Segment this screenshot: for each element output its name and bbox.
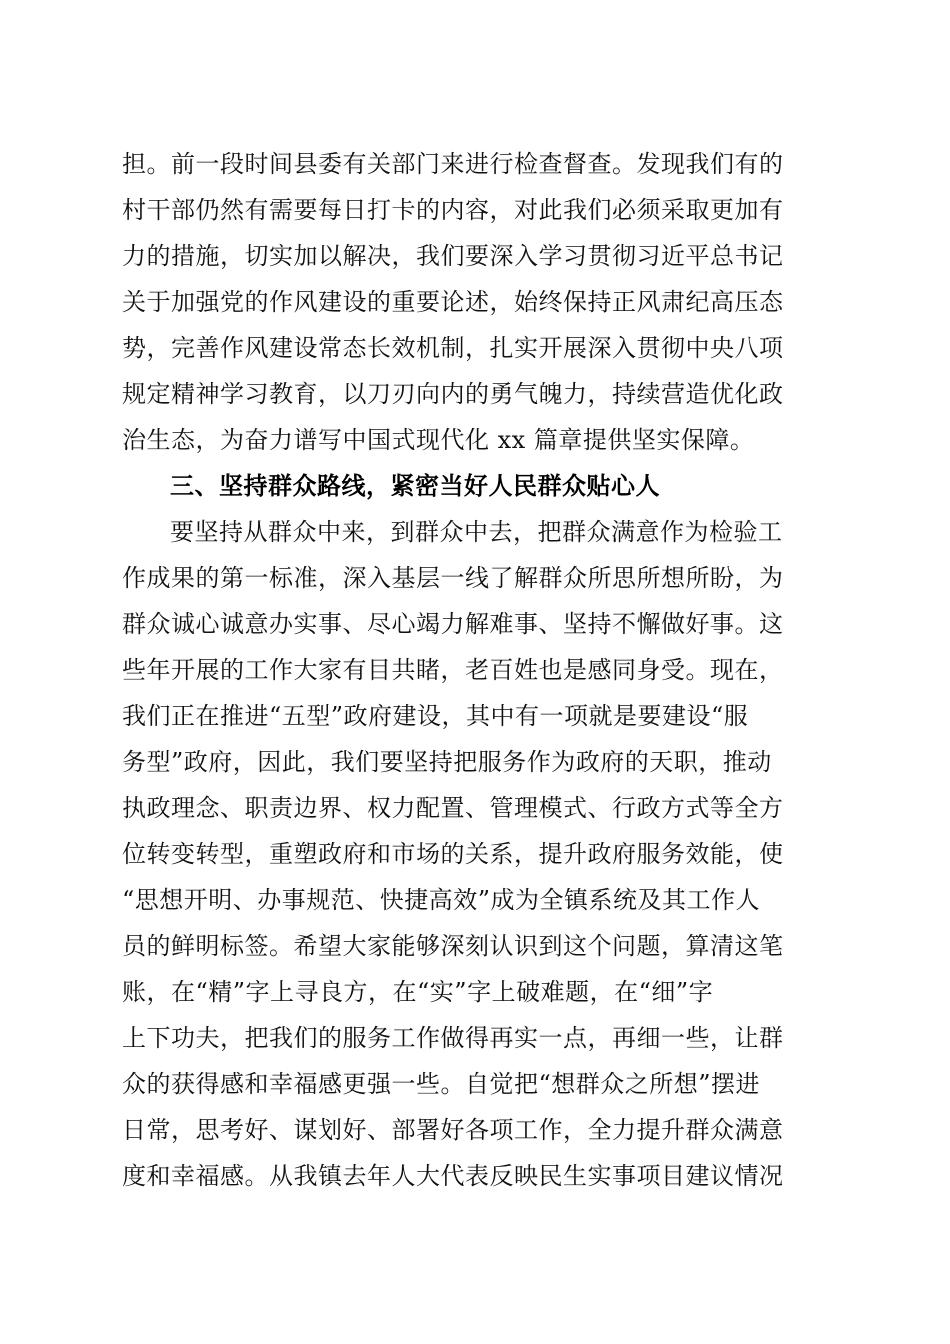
- paragraph-line: 治生态，为奋力谱写中国式现代化 xx 篇章提供坚实保障。: [122, 426, 755, 454]
- paragraph-line: 作成果的第一标准，深入基层一线了解群众所思所想所盼，为: [122, 564, 784, 592]
- section-heading: 三、坚持群众路线，紧密当好人民群众贴心人: [170, 472, 660, 500]
- paragraph-line: 众的获得感和幸福感更强一些。自觉把“想群众之所想”摆进: [122, 1070, 761, 1098]
- paragraph-line: 员的鲜明标签。希望大家能够深刻认识到这个问题，算清这笔: [122, 932, 784, 960]
- paragraph-line: “思想开明、办事规范、快捷高效”成为全镇系统及其工作人: [122, 886, 761, 914]
- paragraph-line: 执政理念、职责边界、权力配置、管理模式、行政方式等全方: [122, 794, 784, 822]
- paragraph-line: 些年开展的工作大家有目共睹，老百姓也是感同身受。现在，: [122, 656, 784, 684]
- paragraph-line: 上下功夫，把我们的服务工作做得再实一点，再细一些，让群: [122, 1024, 784, 1052]
- paragraph-line: 关于加强党的作风建设的重要论述，始终保持正风肃纪高压态: [122, 288, 784, 316]
- paragraph-line: 群众诚心诚意办实事、尽心竭力解难事、坚持不懈做好事。这: [122, 610, 784, 638]
- paragraph-line: 村干部仍然有需要每日打卡的内容，对此我们必须采取更加有: [122, 196, 784, 224]
- paragraph-line: 要坚持从群众中来，到群众中去，把群众满意作为检验工: [170, 518, 783, 546]
- paragraph-line: 账，在“精”字上寻良方，在“实”字上破难题，在“细”字: [122, 978, 714, 1006]
- paragraph-line: 担。前一段时间县委有关部门来进行检查督查。发现我们有的: [122, 150, 784, 178]
- paragraph-line: 我们正在推进“五型”政府建设，其中有一项就是要建设“服: [122, 702, 749, 730]
- paragraph-line: 势，完善作风建设常态长效机制，扎实开展深入贯彻中央八项: [122, 334, 784, 362]
- paragraph-line: 务型”政府，因此，我们要坚持把服务作为政府的天职，推动: [122, 748, 772, 776]
- paragraph-line: 位转变转型，重塑政府和市场的关系，提升政府服务效能，使: [122, 840, 784, 868]
- paragraph-line: 力的措施，切实加以解决，我们要深入学习贯彻习近平总书记: [122, 242, 784, 270]
- paragraph-line: 规定精神学习教育，以刀刃向内的勇气魄力，持续营造优化政: [122, 380, 784, 408]
- paragraph-line: 度和幸福感。从我镇去年人大代表反映民生实事项目建议情况: [122, 1162, 784, 1190]
- paragraph-line: 日常，思考好、谋划好、部署好各项工作，全力提升群众满意: [122, 1116, 784, 1144]
